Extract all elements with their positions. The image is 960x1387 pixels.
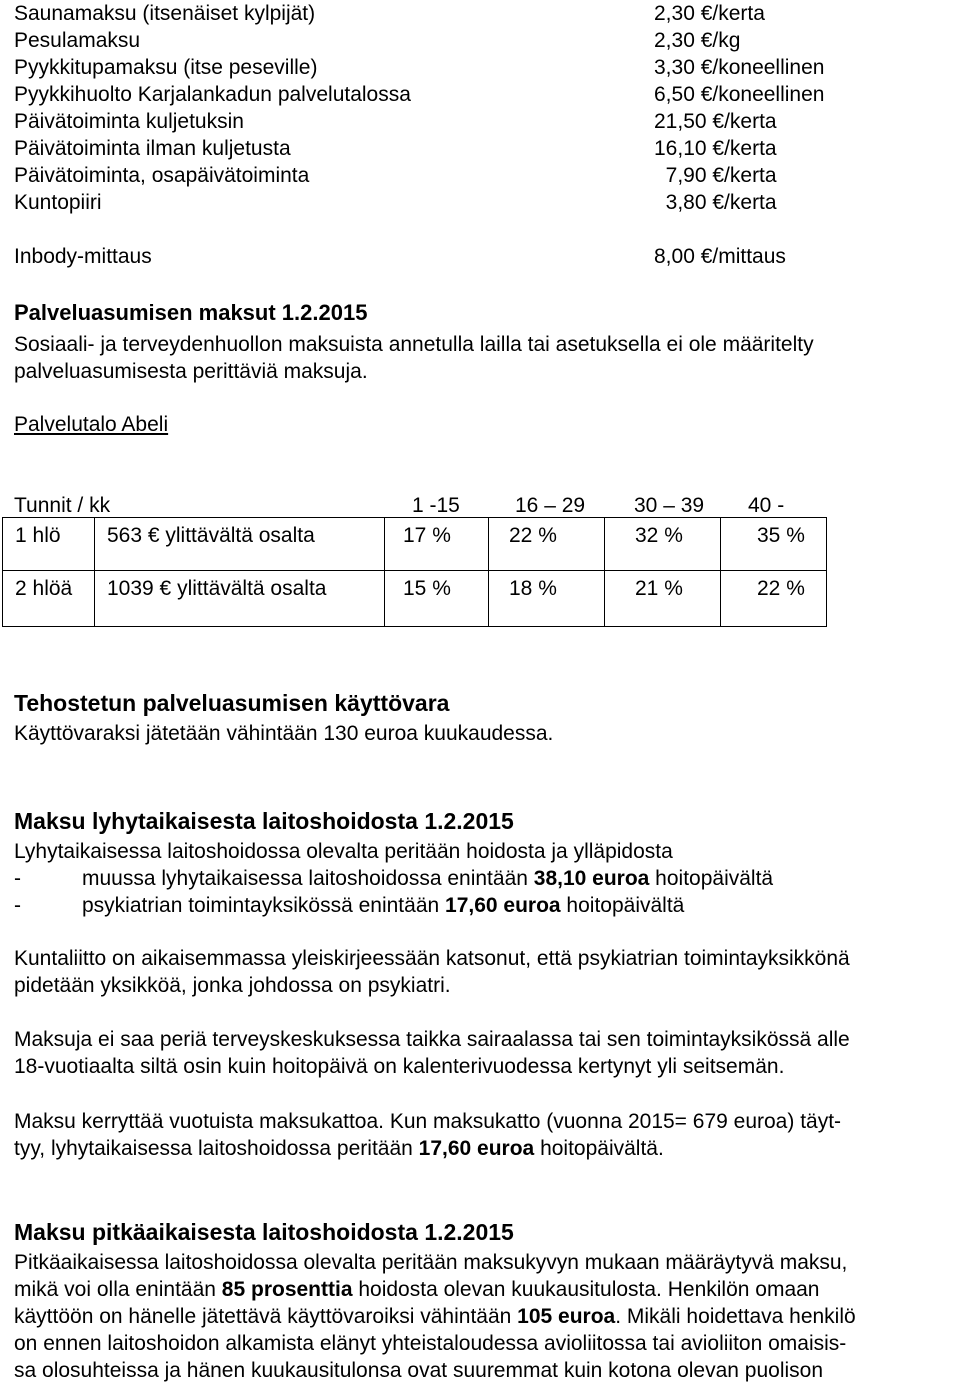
short-term-item bbox=[14, 865, 949, 892]
housing-text-line: Sosiaali- ja terveydenhuollon maksuista annetulla lailla tai asetuksella ei ole määritelty bbox=[14, 333, 814, 356]
table-header-col: 40 - bbox=[748, 494, 785, 517]
paragraph-line bbox=[14, 1135, 664, 1162]
bold-amount: 38,10 euroa bbox=[533, 867, 650, 890]
text-fragment: hoidosta olevan kuukausitulosta. Henkilön omaan bbox=[352, 1278, 820, 1301]
fee-label: Kuntopiiri bbox=[14, 191, 102, 214]
table-header-col: 16 – 29 bbox=[515, 494, 586, 517]
table-cell: 18 % bbox=[489, 571, 605, 627]
fee-amount: 16,10 €/kerta bbox=[654, 137, 777, 160]
fee-amount: 2,30 €/kerta bbox=[654, 2, 765, 25]
fee-amount: 7,90 €/kerta bbox=[654, 164, 777, 187]
housing-heading: Palveluasumisen maksut 1.2.2015 bbox=[14, 300, 368, 325]
text-fragment: tyy, lyhytaikaisessa laitoshoidossa peritään bbox=[14, 1137, 419, 1160]
fee-label: Saunamaksu (itsenäiset kylpijät) bbox=[14, 2, 316, 25]
fee-row bbox=[14, 27, 949, 54]
paragraph-line: Pitkäaikaisessa laitoshoidossa olevalta peritään maksukyvyn mukaan määräytyvä maksu, bbox=[14, 1251, 848, 1274]
table-row bbox=[3, 571, 827, 627]
table-cell: 563 € ylittävältä osalta bbox=[95, 518, 385, 571]
dash-bullet: - bbox=[14, 894, 21, 917]
fee-label: Pyykkitupamaksu (itse peseville) bbox=[14, 56, 318, 79]
text-fragment: hoitopäivältä. bbox=[534, 1137, 664, 1160]
table-cell: 21 % bbox=[605, 571, 721, 627]
allowance-heading: Tehostetun palveluasumisen käyttövara bbox=[14, 690, 450, 716]
dash-bullet: - bbox=[14, 867, 21, 890]
table-cell: 2 hlöä bbox=[3, 571, 95, 627]
fee-label: Päivätoiminta kuljetuksin bbox=[14, 110, 244, 133]
fee-row bbox=[14, 54, 949, 81]
text-fragment: hoitopäivältä bbox=[649, 867, 774, 890]
fee-amount: 8,00 €/mittaus bbox=[654, 245, 786, 268]
table-header-col: 1 -15 bbox=[412, 494, 460, 517]
table-cell: 32 % bbox=[605, 518, 721, 571]
text-fragment: psykiatrian toimintayksikössä enintään bbox=[82, 894, 446, 917]
fee-label: Inbody-mittaus bbox=[14, 245, 152, 268]
housing-text-line: palveluasumisesta perittäviä maksuja. bbox=[14, 360, 368, 383]
fee-row bbox=[14, 81, 949, 108]
table-cell: 15 % bbox=[385, 571, 489, 627]
fee-label: Päivätoiminta ilman kuljetusta bbox=[14, 137, 291, 160]
fee-row bbox=[14, 108, 949, 135]
paragraph-line: sa olosuhteissa ja hänen kuukausitulonsa ovat suuremmat kuin kotona olevan puolison bbox=[14, 1359, 824, 1382]
fee-amount: 3,80 €/kerta bbox=[654, 191, 777, 214]
paragraph-line: Maksu kerryttää vuotuista maksukattoa. Kun maksukatto (vuonna 2015= 679 euroa) täyt- bbox=[14, 1110, 842, 1133]
fee-row bbox=[14, 189, 949, 216]
abeli-title: Palvelutalo Abeli bbox=[14, 413, 169, 436]
table-row bbox=[3, 518, 827, 571]
table-header-col: 30 – 39 bbox=[634, 494, 705, 517]
paragraph-line: Maksuja ei saa periä terveyskeskuksessa taikka sairaalassa tai sen toimintayksikössä alle bbox=[14, 1028, 850, 1051]
paragraph-line bbox=[14, 1276, 819, 1303]
fee-label: Päivätoiminta, osapäivätoiminta bbox=[14, 164, 310, 187]
table-cell: 1 hlö bbox=[3, 518, 95, 571]
fee-label: Pesulamaksu bbox=[14, 29, 141, 52]
fee-amount: 3,30 €/koneellinen bbox=[654, 56, 825, 79]
fee-label: Pyykkihuolto Karjalankadun palvelutalossa bbox=[14, 83, 411, 106]
table-cell: 22 % bbox=[489, 518, 605, 571]
fee-amount: 21,50 €/kerta bbox=[654, 110, 777, 133]
table-header-hours: Tunnit / kk bbox=[14, 494, 111, 517]
paragraph-line: on ennen laitoshoidon alkamista elänyt yhteistaloudessa avioliitossa tai avioliiton omaisis- bbox=[14, 1332, 847, 1355]
table-cell: 1039 € ylittävältä osalta bbox=[95, 571, 385, 627]
bold-amount: 85 prosenttia bbox=[221, 1278, 353, 1301]
table-cell: 35 % bbox=[721, 518, 827, 571]
long-term-heading: Maksu pitkäaikaisesta laitoshoidosta 1.2.2015 bbox=[14, 1219, 514, 1245]
paragraph-line: pidetään yksikköä, jonka johdossa on psykiatri. bbox=[14, 974, 451, 997]
text-fragment: muussa lyhytaikaisessa laitoshoidossa enintään bbox=[82, 867, 534, 890]
fee-table bbox=[2, 517, 827, 627]
bold-amount: 105 euroa bbox=[517, 1305, 616, 1328]
fee-amount: 2,30 €/kg bbox=[654, 29, 741, 52]
paragraph-line: Kuntaliitto on aikaisemmassa yleiskirjeessään katsonut, että psykiatrian toimintayksikkönä bbox=[14, 947, 850, 970]
text-fragment: hoitopäivältä bbox=[560, 894, 685, 917]
paragraph-line bbox=[14, 1303, 856, 1330]
allowance-text: Käyttövaraksi jätetään vähintään 130 euroa kuukaudessa. bbox=[14, 722, 554, 745]
fee-row bbox=[14, 0, 949, 27]
short-term-intro: Lyhytaikaisessa laitoshoidossa olevalta peritään hoidosta ja ylläpidosta bbox=[14, 840, 673, 863]
short-term-heading: Maksu lyhytaikaisesta laitoshoidosta 1.2.2015 bbox=[14, 808, 514, 834]
table-cell: 22 % bbox=[721, 571, 827, 627]
paragraph-line: 18-vuotiaalta siltä osin kuin hoitopäivä on kalenterivuodessa kertynyt yli seitsemän. bbox=[14, 1055, 785, 1078]
short-term-item-text bbox=[82, 892, 684, 919]
short-term-item-text bbox=[82, 865, 773, 892]
fee-amount: 6,50 €/koneellinen bbox=[654, 83, 825, 106]
text-fragment: käyttöön on hänelle jätettävä käyttövaroiksi vähintään bbox=[14, 1305, 518, 1328]
text-fragment: mikä voi olla enintään bbox=[14, 1278, 222, 1301]
bold-amount: 17,60 euroa bbox=[418, 1137, 535, 1160]
fee-row bbox=[14, 243, 949, 270]
bold-amount: 17,60 euroa bbox=[445, 894, 561, 917]
text-fragment: . Mikäli hoidettava henkilö bbox=[615, 1305, 856, 1328]
fee-row bbox=[14, 162, 949, 189]
fee-row bbox=[14, 135, 949, 162]
short-term-item bbox=[14, 892, 949, 919]
table-cell: 17 % bbox=[385, 518, 489, 571]
